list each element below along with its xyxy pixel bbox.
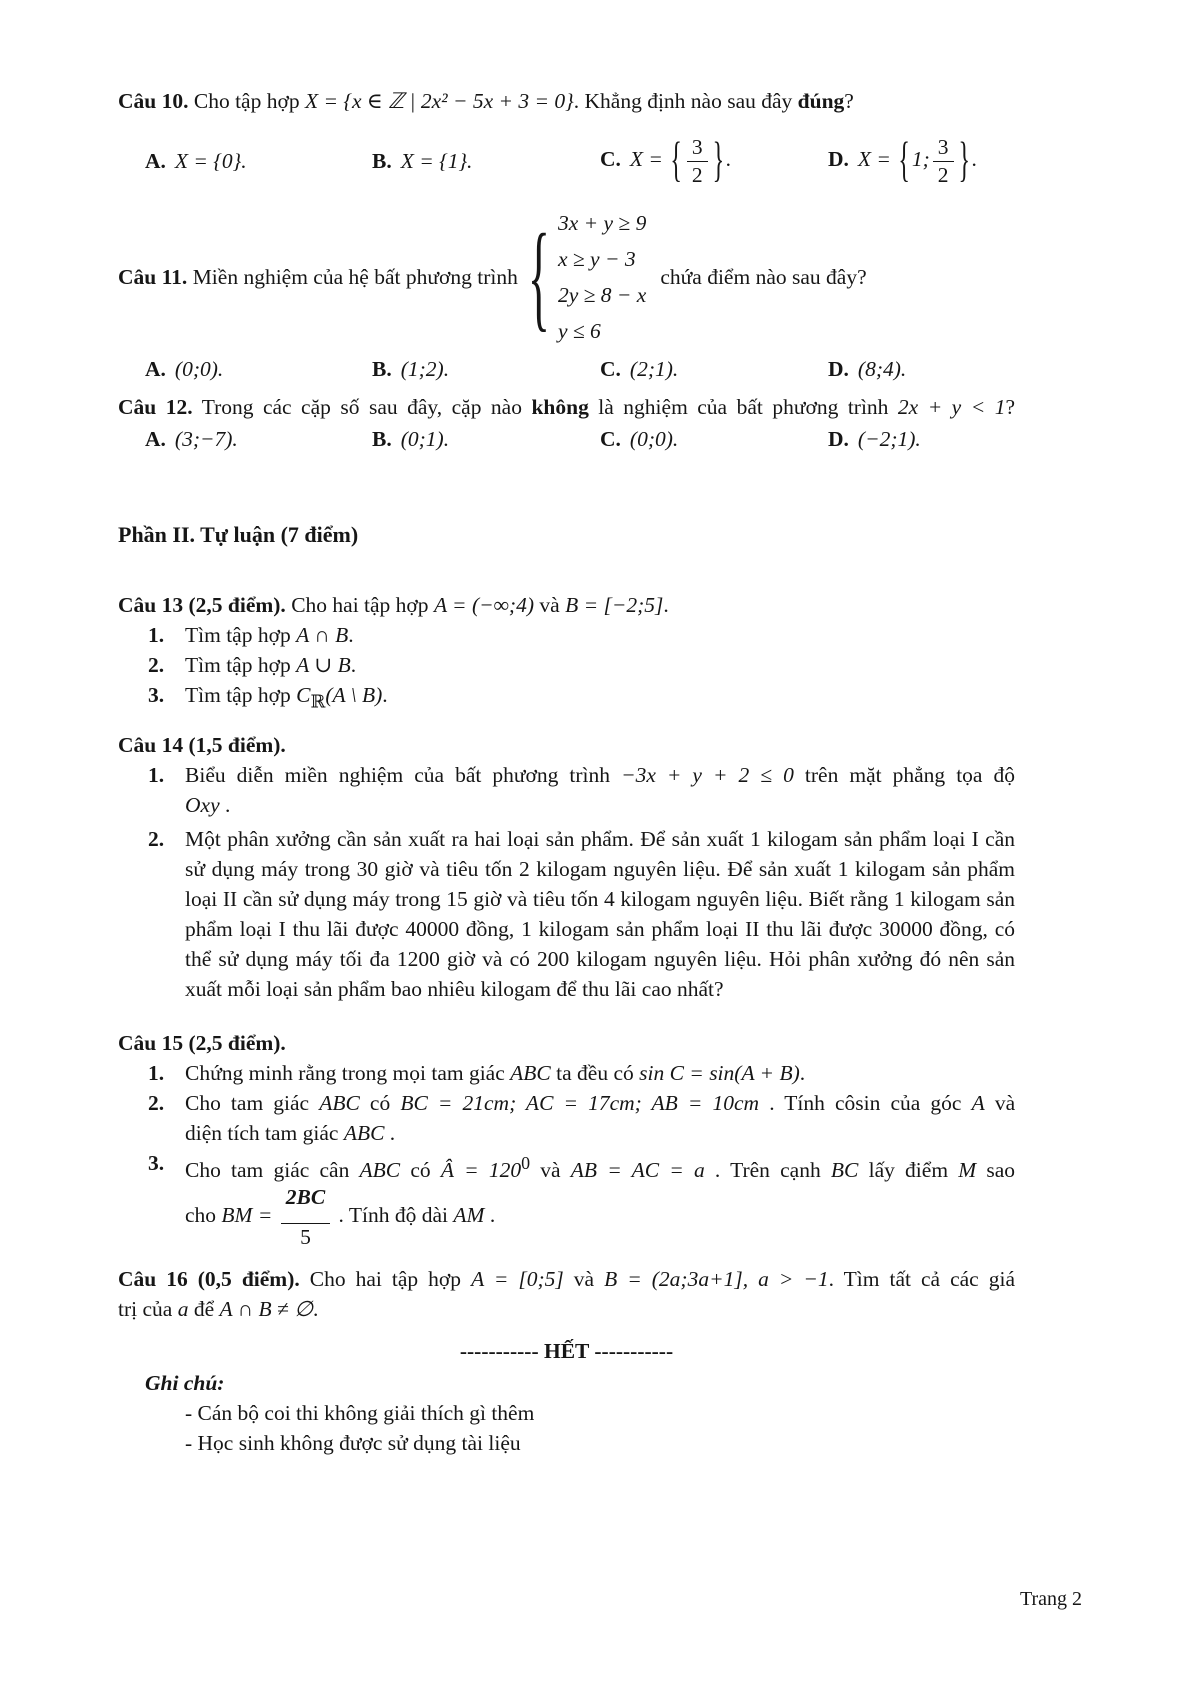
- option-math: X = {0}.: [174, 149, 247, 173]
- question-10-question-mark: ?: [844, 89, 854, 113]
- question-11: [118, 202, 1015, 352]
- oxy-plane: Oxy: [185, 793, 220, 818]
- question-10-bold-word: đúng: [797, 89, 845, 113]
- question-10-set-expression: X = {x ∈ ℤ | 2x² − 5x + 3 = 0}: [304, 89, 574, 113]
- inequality-system: [558, 205, 646, 349]
- item-number: 2.: [148, 827, 165, 852]
- option-letter: D.: [828, 357, 849, 381]
- fraction: $\frac{3}{2}$: [687, 135, 708, 186]
- question-13-item-1: 1. Tìm tập hợp A ∩ B.: [118, 620, 1015, 650]
- option-math: (0;0).: [629, 427, 679, 451]
- question-10-text-mid: . Khẳng định nào sau đây: [573, 89, 798, 113]
- question-15-item-2: 2. Cho tam giác ABC có BC = 21cm; AC = 17cm; AB = 10cm . Tính côsin của góc A và diện tích tam giác ABC .: [118, 1088, 1015, 1148]
- question-12-option-c: [600, 424, 828, 454]
- question-13-item-2: 2. Tìm tập hợp A ∪ B.: [118, 650, 1015, 680]
- right-brace: }: [712, 134, 725, 188]
- inequality-line: 3x + y ≥ 9: [557, 211, 647, 235]
- question-13-header: Câu 13 (2,5 điểm). Cho hai tập hợp A = (−∞;4) và B = [−2;5].: [118, 593, 669, 617]
- degree-superscript: 0: [521, 1153, 531, 1174]
- option-letter: C.: [600, 357, 621, 381]
- fraction: $\frac{3}{2}$: [933, 135, 954, 186]
- item-number: 3.: [148, 683, 165, 707]
- question-10-option-c: [600, 135, 828, 186]
- option-letter: C.: [600, 146, 621, 171]
- question-12-inequality: 2x + y < 1: [897, 395, 1006, 419]
- notes-section: [118, 1368, 1015, 1458]
- option-letter: A.: [145, 357, 166, 381]
- question-12-bold-word: không: [531, 395, 589, 419]
- question-10-option-d: [828, 135, 1015, 186]
- option-math: X = {1; $\frac{3}{2}$ }.: [858, 147, 978, 171]
- set-a-expression: A = (−∞;4): [433, 593, 535, 617]
- option-math: (0;0).: [174, 357, 224, 381]
- question-11-text-post: chứa điểm nào sau đây?: [660, 265, 867, 289]
- question-11-options: [118, 352, 1015, 386]
- option-letter: A.: [145, 427, 166, 451]
- end-word: HẾT: [543, 1338, 589, 1363]
- fraction: $\frac{2BC}{5}$: [281, 1185, 330, 1249]
- system-brace: {: [527, 209, 550, 342]
- question-11-option-b: [372, 354, 600, 384]
- question-13-item-3: 3. Tìm tập hợp $C_ℝ(A$ \ B).: [118, 680, 1015, 716]
- question-15-item-1: 1. Chứng minh rằng trong mọi tam giác ABC ta đều có sin C = sin(A + B).: [118, 1058, 1015, 1088]
- question-11-label: Câu 11.: [118, 265, 188, 289]
- question-10-option-a: [145, 146, 372, 176]
- question-12-label: Câu 12.: [118, 395, 193, 419]
- question-16: Câu 16 (0,5 điểm). Cho hai tập hợp A = [0;5] và B = (2a;3a+1], a > −1. Tìm tất cả các giá trị của a để A ∩ B ≠ ∅.: [118, 1266, 1016, 1321]
- inequality-line: x ≥ y − 3: [557, 247, 636, 271]
- question-10-options: [118, 128, 1015, 194]
- question-16-label: Câu 16 (0,5 điểm).: [118, 1266, 300, 1291]
- question-11-option-c: [600, 354, 828, 384]
- question-12-option-d: [828, 424, 1015, 454]
- question-14-item-1: 1. Biểu diễn miền nghiệm của bất phương trình −3x + y + 2 ≤ 0 trên mặt phẳng tọa độ Oxy .: [118, 760, 1015, 820]
- option-letter: B.: [372, 149, 392, 173]
- question-12-option-a: [145, 424, 372, 454]
- question-13-label: Câu 13 (2,5 điểm).: [118, 593, 286, 617]
- left-brace: {: [670, 134, 682, 188]
- page-number: Trang 2: [1020, 1588, 1083, 1610]
- notes-heading: Ghi chú:: [145, 1370, 225, 1395]
- question-10-label: Câu 10.: [118, 89, 189, 113]
- item-number: 1.: [148, 623, 165, 647]
- left-brace: {: [898, 134, 910, 188]
- item-number: 1.: [148, 1061, 165, 1086]
- question-11-text: Câu 11. Miền nghiệm của hệ bất phương trình: [118, 265, 518, 289]
- option-math: (1;2).: [400, 357, 450, 381]
- question-15-label: Câu 15 (2,5 điểm).: [118, 1031, 286, 1056]
- option-math: X = {1}.: [400, 149, 473, 173]
- inequality-line: 2y ≥ 8 − x: [557, 283, 647, 307]
- option-math: (0;1).: [400, 427, 450, 451]
- option-letter: B.: [372, 357, 392, 381]
- question-10-header: [118, 86, 1015, 116]
- item-number: 2.: [148, 1091, 165, 1116]
- item-number: 3.: [148, 1151, 165, 1176]
- option-math: (3;−7).: [174, 427, 238, 451]
- inequality-line: y ≤ 6: [557, 319, 601, 343]
- section-heading: Phần II. Tự luận (7 điểm): [118, 522, 359, 547]
- item-number: 2.: [148, 653, 165, 677]
- question-15-item-3: 3. Cho tam giác cân ABC có Â = $120^0$ và AB = AC = a . Trên cạnh BC lấy điểm M sao cho BM = $\frac{2BC}{5}$ . Tính độ dài AM .: [118, 1148, 1015, 1249]
- set-b-expression: B = [−2;5]: [565, 593, 664, 617]
- word-problem-text: Một phân xưởng cần sản xuất ra hai loại sản phẩm. Để sản xuất 1 kilogam sản phẩm loại I cần sử dụng máy trong 30 giờ và tiêu tốn 2 kilogam nguyên liệu. Để sản xuất 1 kilogam sản phẩm loại II cần sử dụng máy trong 15 giờ và tiêu tốn 4 kilogam nguyên liệu. Biết rằng 1 kilogam sản phẩm loại I thu lãi được 40000 đồng, 1 kilogam sản phẩm loại II thu lãi được 30000 đồng, có thể sử dụng máy tối đa 1200 giờ và có 200 kilogam nguyên liệu. Hỏi phân xưởng đó nên sản xuất mỗi loại sản phẩm bao nhiêu kilogam để thu lãi cao nhất?: [185, 827, 1015, 1002]
- item-number: 1.: [148, 763, 165, 788]
- question-12-header: Câu 12. Trong các cặp số sau đây, cặp nào không là nghiệm của bất phương trình 2x + y < 1?: [118, 395, 1015, 419]
- end-marker: ----------- HẾT -----------: [459, 1338, 674, 1363]
- option-math: (8;4).: [857, 357, 907, 381]
- option-letter: B.: [372, 427, 392, 451]
- option-letter: C.: [600, 427, 621, 451]
- option-math: X = { $\frac{3}{2}$ }.: [630, 147, 732, 171]
- inequality-expression: −3x + y + 2 ≤ 0: [621, 763, 794, 788]
- option-math: (2;1).: [629, 357, 679, 381]
- question-14-label: Câu 14 (1,5 điểm).: [118, 733, 286, 758]
- question-12-options: [118, 422, 1015, 456]
- subscript-r: ℝ: [310, 691, 326, 712]
- option-letter: D.: [828, 146, 849, 171]
- note-line: - Cán bộ coi thi không giải thích gì thêm: [185, 1400, 535, 1425]
- question-10-text: Cho tập hợp: [193, 89, 300, 113]
- question-14-item-2: [118, 824, 1015, 1004]
- option-letter: D.: [828, 427, 849, 451]
- question-12-option-b: [372, 424, 600, 454]
- question-10-option-b: [372, 146, 600, 176]
- option-math: (−2;1).: [857, 427, 921, 451]
- note-line: - Học sinh không được sử dụng tài liệu: [185, 1430, 521, 1455]
- right-brace: }: [958, 134, 971, 188]
- question-11-option-a: [145, 354, 372, 384]
- option-letter: A.: [145, 149, 166, 173]
- question-11-option-d: [828, 354, 1015, 384]
